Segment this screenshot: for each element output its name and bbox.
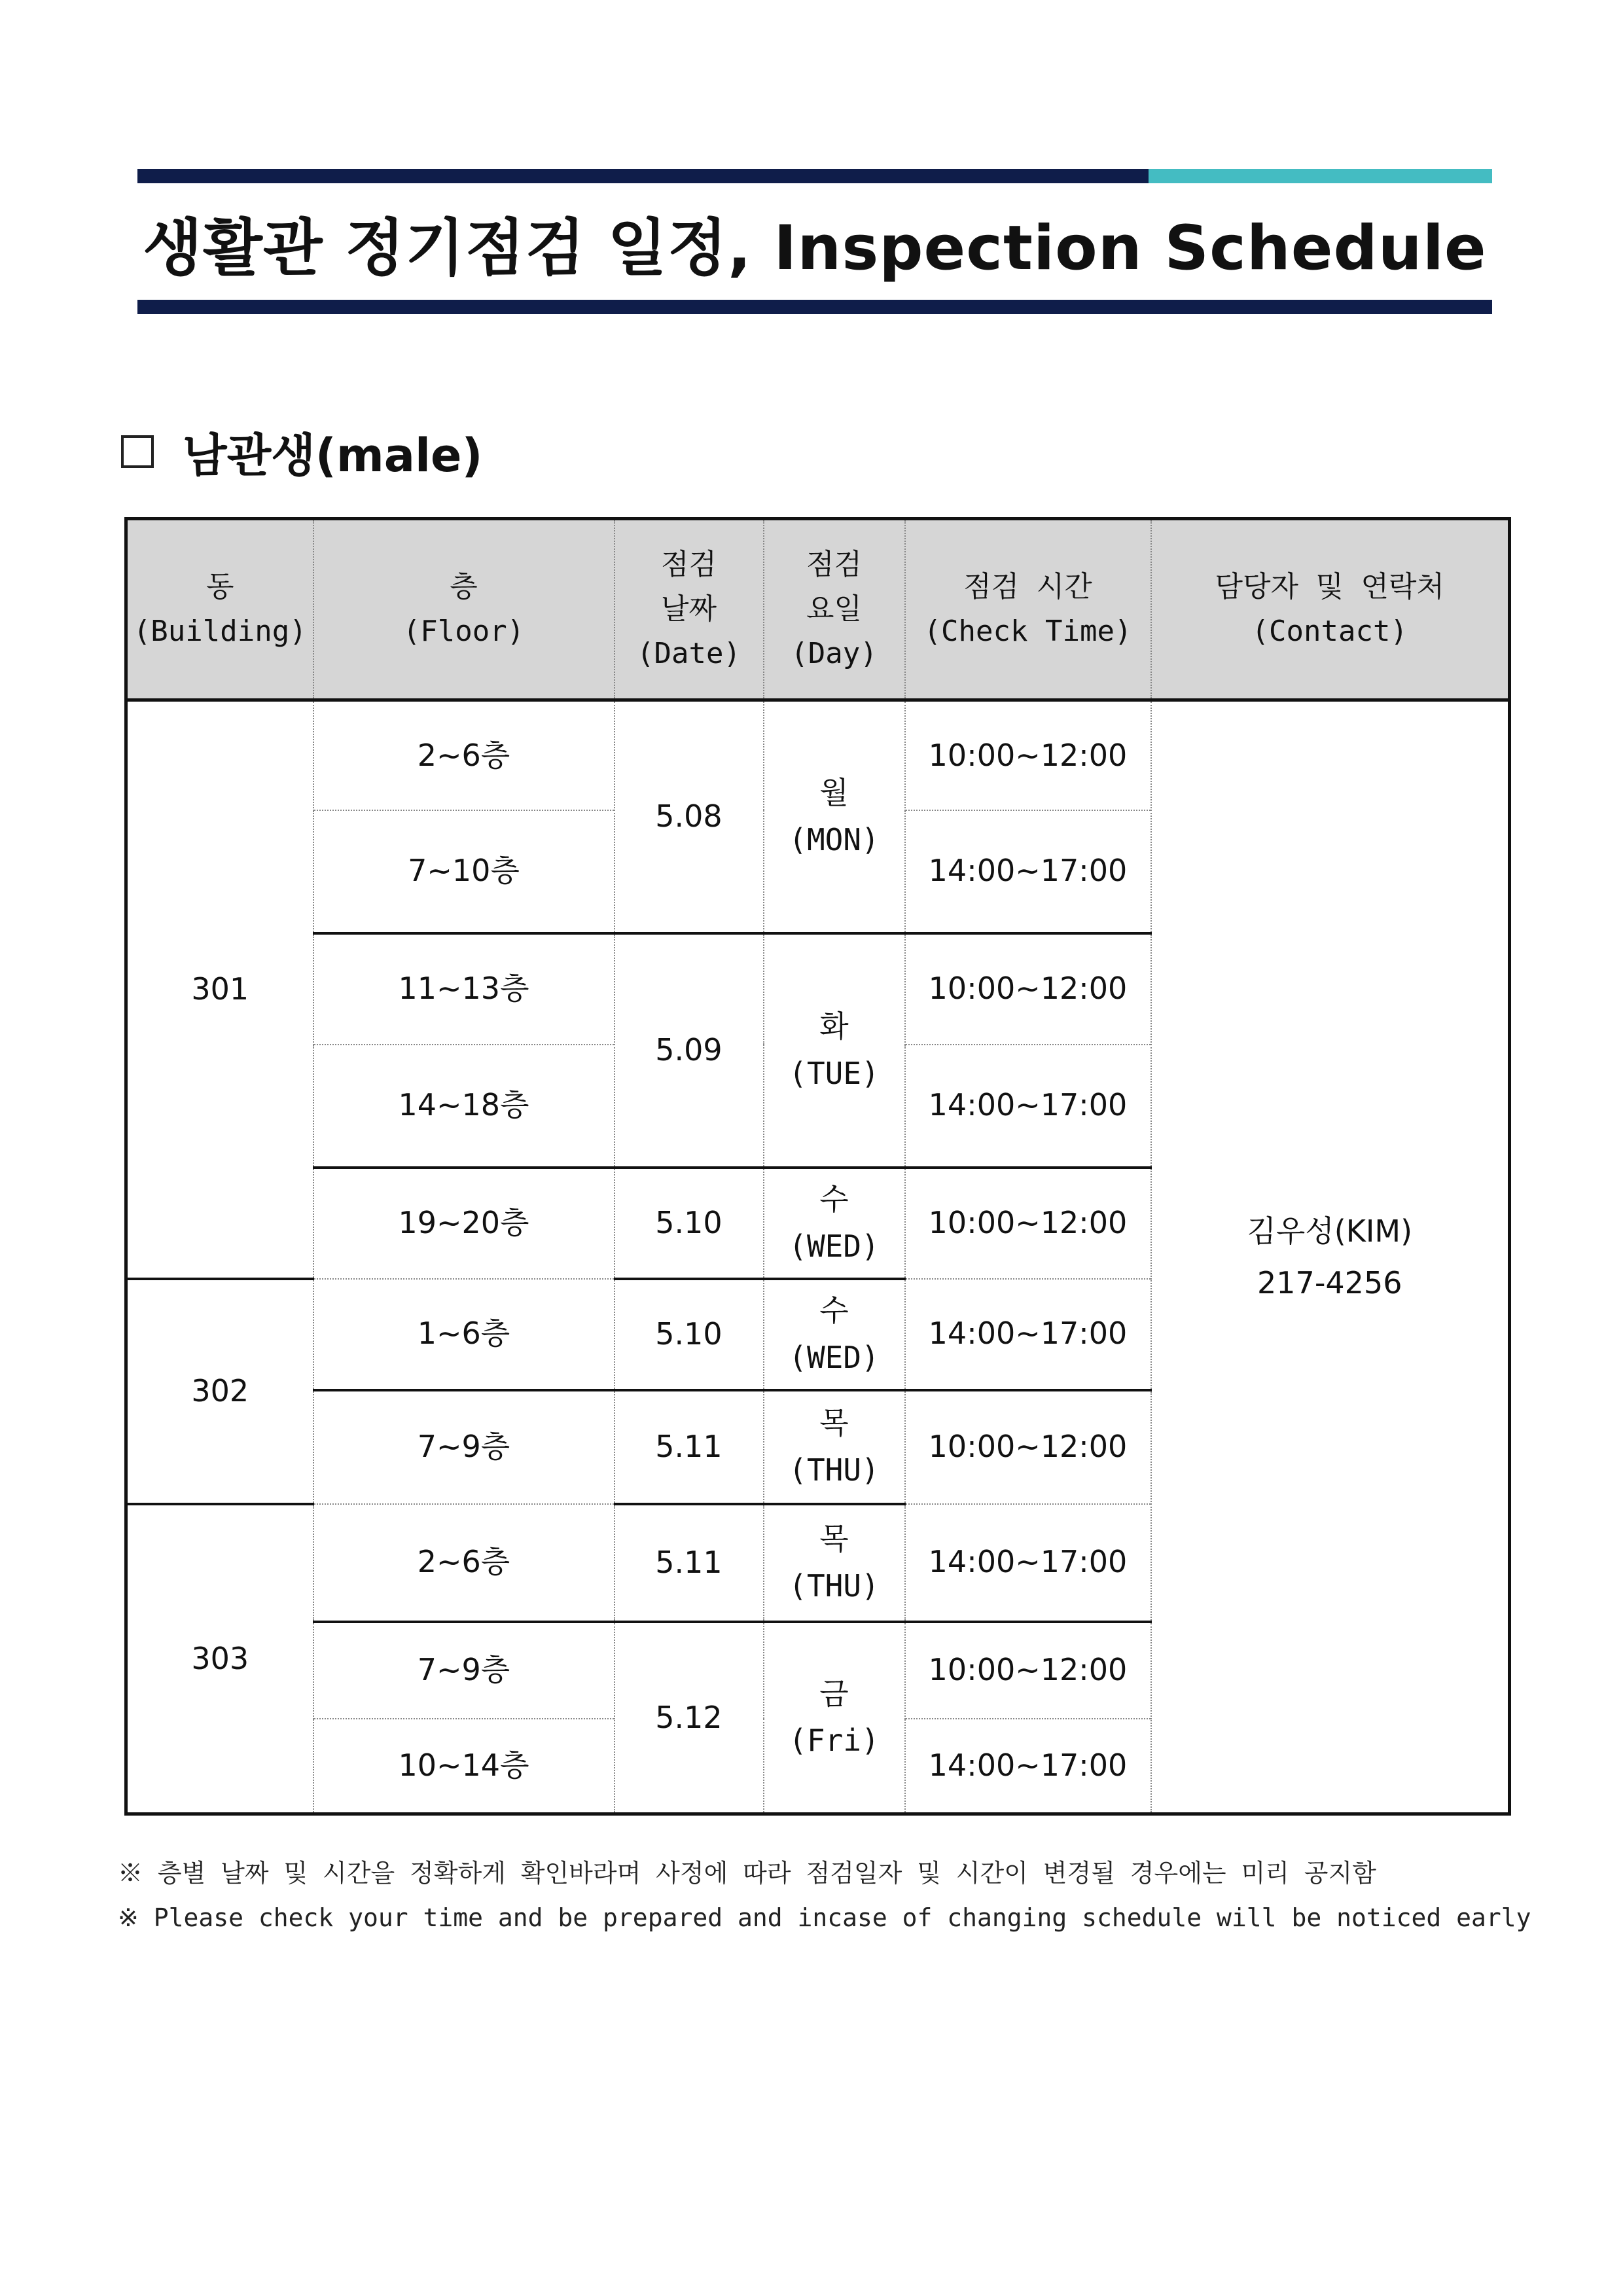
time-cell: 14:00~17:00 — [905, 810, 1151, 933]
header-top-bar — [137, 169, 1492, 183]
footnote-korean: ※ 층별 날짜 및 시간을 정확하게 확인바라며 사정에 따라 점검일자 및 시간이 변경될 경우에는 미리 공지함 — [118, 1859, 1376, 1888]
contact-phone: 217-4256 — [1257, 1265, 1402, 1300]
date-cell: 5.10 — [615, 1279, 764, 1390]
contact-name: 김우성(KIM) — [1247, 1213, 1413, 1249]
day-cell: 월 (MON) — [764, 700, 905, 933]
floor-cell: 19~20층 — [313, 1168, 615, 1279]
building-cell: 303 — [126, 1504, 313, 1814]
floor-cell: 10~14층 — [313, 1719, 615, 1814]
page-title: 생활관 정기점검 일정, Inspection Schedule — [143, 212, 1487, 284]
checkbox-square-icon — [121, 435, 154, 468]
date-cell: 5.11 — [615, 1504, 764, 1622]
date-cell: 5.08 — [615, 700, 764, 933]
floor-cell: 11~13층 — [313, 933, 615, 1045]
floor-cell: 7~9층 — [313, 1390, 615, 1504]
time-cell: 14:00~17:00 — [905, 1719, 1151, 1814]
header-bottom-bar — [137, 300, 1492, 314]
col-header-date: 점검 날짜 (Date) — [615, 519, 764, 700]
col-header-check-time: 점검 시간 (Check Time) — [905, 519, 1151, 700]
day-cell: 목 (THU) — [764, 1390, 905, 1504]
col-header-day: 점검 요일 (Day) — [764, 519, 905, 700]
building-cell: 301 — [126, 700, 313, 1279]
col-header-building: 동 (Building) — [126, 519, 313, 700]
col-header-contact: 담당자 및 연락처 (Contact) — [1151, 519, 1510, 700]
time-cell: 10:00~12:00 — [905, 1168, 1151, 1279]
floor-cell: 1~6층 — [313, 1279, 615, 1390]
section-heading — [121, 419, 483, 484]
floor-cell: 2~6층 — [313, 1504, 615, 1622]
footnotes — [118, 1851, 1531, 1940]
section-title: 남관생(male) — [183, 428, 483, 482]
day-cell: 수 (WED) — [764, 1168, 905, 1279]
time-cell: 10:00~12:00 — [905, 1622, 1151, 1719]
header-bar-teal — [1149, 169, 1492, 183]
floor-cell: 7~9층 — [313, 1622, 615, 1719]
floor-cell: 2~6층 — [313, 700, 615, 810]
date-cell: 5.12 — [615, 1622, 764, 1814]
header-bar-navy — [137, 169, 1149, 183]
day-cell: 목 (THU) — [764, 1504, 905, 1622]
col-header-floor: 층 (Floor) — [313, 519, 615, 700]
date-cell: 5.09 — [615, 933, 764, 1168]
day-cell: 수 (WED) — [764, 1279, 905, 1390]
date-cell: 5.11 — [615, 1390, 764, 1504]
time-cell: 10:00~12:00 — [905, 1390, 1151, 1504]
contact-cell — [1151, 700, 1510, 1814]
building-cell: 302 — [126, 1279, 313, 1504]
time-cell: 14:00~17:00 — [905, 1279, 1151, 1390]
floor-cell: 7~10층 — [313, 810, 615, 933]
table-header-row — [126, 519, 1510, 700]
time-cell: 10:00~12:00 — [905, 933, 1151, 1045]
schedule-table — [124, 517, 1511, 1816]
day-cell: 금 (Fri) — [764, 1622, 905, 1814]
time-cell: 14:00~17:00 — [905, 1504, 1151, 1622]
time-cell: 10:00~12:00 — [905, 700, 1151, 810]
date-cell: 5.10 — [615, 1168, 764, 1279]
time-cell: 14:00~17:00 — [905, 1045, 1151, 1168]
day-cell: 화 (TUE) — [764, 933, 905, 1168]
table-row — [126, 700, 1510, 810]
floor-cell: 14~18층 — [313, 1045, 615, 1168]
footnote-english: ※ Please check your time and be prepared and incase of changing schedule will be noticed early — [118, 1903, 1531, 1932]
